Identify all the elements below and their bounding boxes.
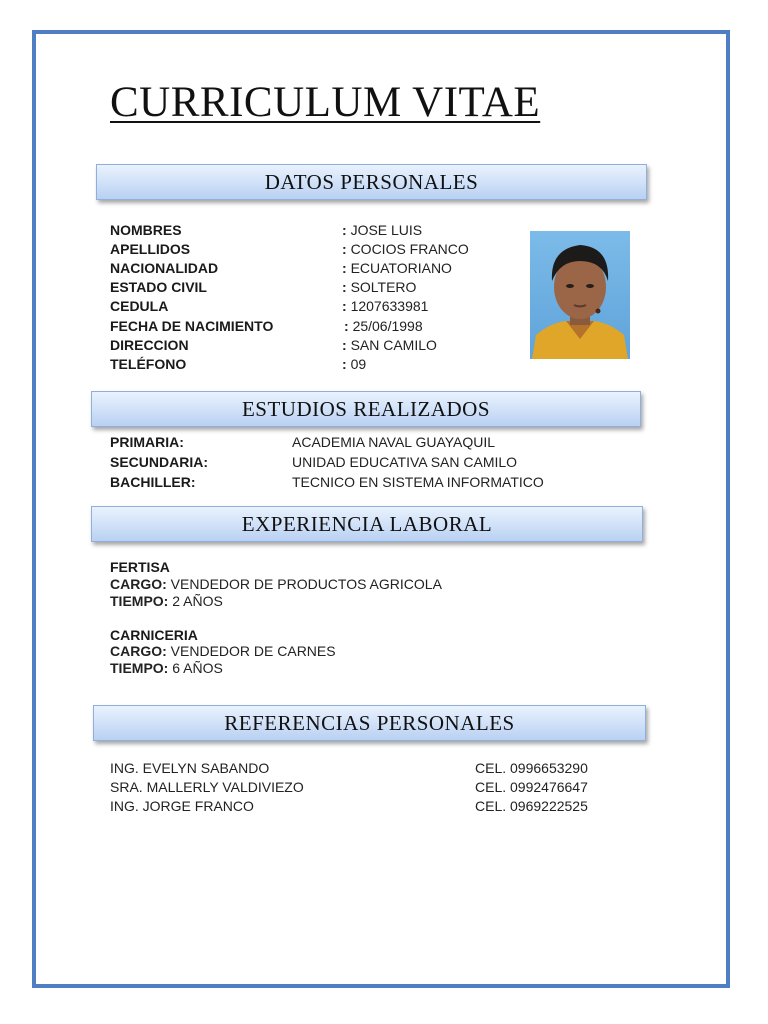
field-label-nombres: NOMBRES: [110, 222, 182, 238]
field-label-nacionalidad: NACIONALIDAD: [110, 260, 219, 276]
study-label-secundaria: SECUNDARIA:: [110, 454, 208, 470]
section-header-experience: EXPERIENCIA LABORAL: [91, 506, 643, 542]
reference-phone: CEL. 0996653290: [475, 760, 588, 776]
field-label-telefono: TELÉFONO: [110, 356, 187, 372]
experience-tiempo: TIEMPO: 6 AÑOS: [110, 660, 223, 676]
field-label-fecha-nacimiento: FECHA DE NACIMIENTO: [110, 318, 274, 334]
field-value-estado-civil: : SOLTERO: [342, 279, 417, 295]
section-header-personal: DATOS PERSONALES: [96, 164, 647, 200]
field-value-nacionalidad: : ECUATORIANO: [342, 260, 452, 276]
study-label-primaria: PRIMARIA:: [110, 434, 184, 450]
reference-phone: CEL. 0969222525: [475, 798, 588, 814]
field-label-apellidos: APELLIDOS: [110, 241, 191, 257]
field-value-nombres: : JOSE LUIS: [342, 222, 423, 238]
field-label-direccion: DIRECCION: [110, 337, 189, 353]
document-title: CURRICULUM VITAE: [110, 79, 541, 126]
study-value-primaria: ACADEMIA NAVAL GUAYAQUIL: [292, 434, 496, 450]
study-value-bachiller: TECNICO EN SISTEMA INFORMATICO: [292, 474, 544, 490]
section-header-studies: ESTUDIOS REALIZADOS: [91, 391, 641, 427]
experience-company: CARNICERIA: [110, 627, 198, 643]
reference-phone: CEL. 0992476647: [475, 779, 588, 795]
field-value-direccion: : SAN CAMILO: [342, 337, 437, 353]
reference-name: SRA. MALLERLY VALDIVIEZO: [110, 779, 304, 795]
profile-photo: [530, 231, 630, 359]
study-value-secundaria: UNIDAD EDUCATIVA SAN CAMILO: [292, 454, 518, 470]
field-label-estado-civil: ESTADO CIVIL: [110, 279, 207, 295]
field-value-cedula: : 1207633981: [342, 298, 429, 314]
field-value-telefono: : 09: [342, 356, 367, 372]
reference-name: ING. EVELYN SABANDO: [110, 760, 270, 776]
reference-name: ING. JORGE FRANCO: [110, 798, 254, 814]
experience-cargo: CARGO: VENDEDOR DE PRODUCTOS AGRICOLA: [110, 576, 442, 592]
field-value-apellidos: : COCIOS FRANCO: [342, 241, 469, 257]
study-label-bachiller: BACHILLER:: [110, 474, 196, 490]
experience-tiempo: TIEMPO: 2 AÑOS: [110, 593, 223, 609]
field-label-cedula: CEDULA: [110, 298, 169, 314]
experience-cargo: CARGO: VENDEDOR DE CARNES: [110, 643, 336, 659]
section-header-references: REFERENCIAS PERSONALES: [93, 705, 646, 741]
field-value-fecha-nacimiento: : 25/06/1998: [344, 318, 423, 334]
experience-company: FERTISA: [110, 559, 170, 575]
